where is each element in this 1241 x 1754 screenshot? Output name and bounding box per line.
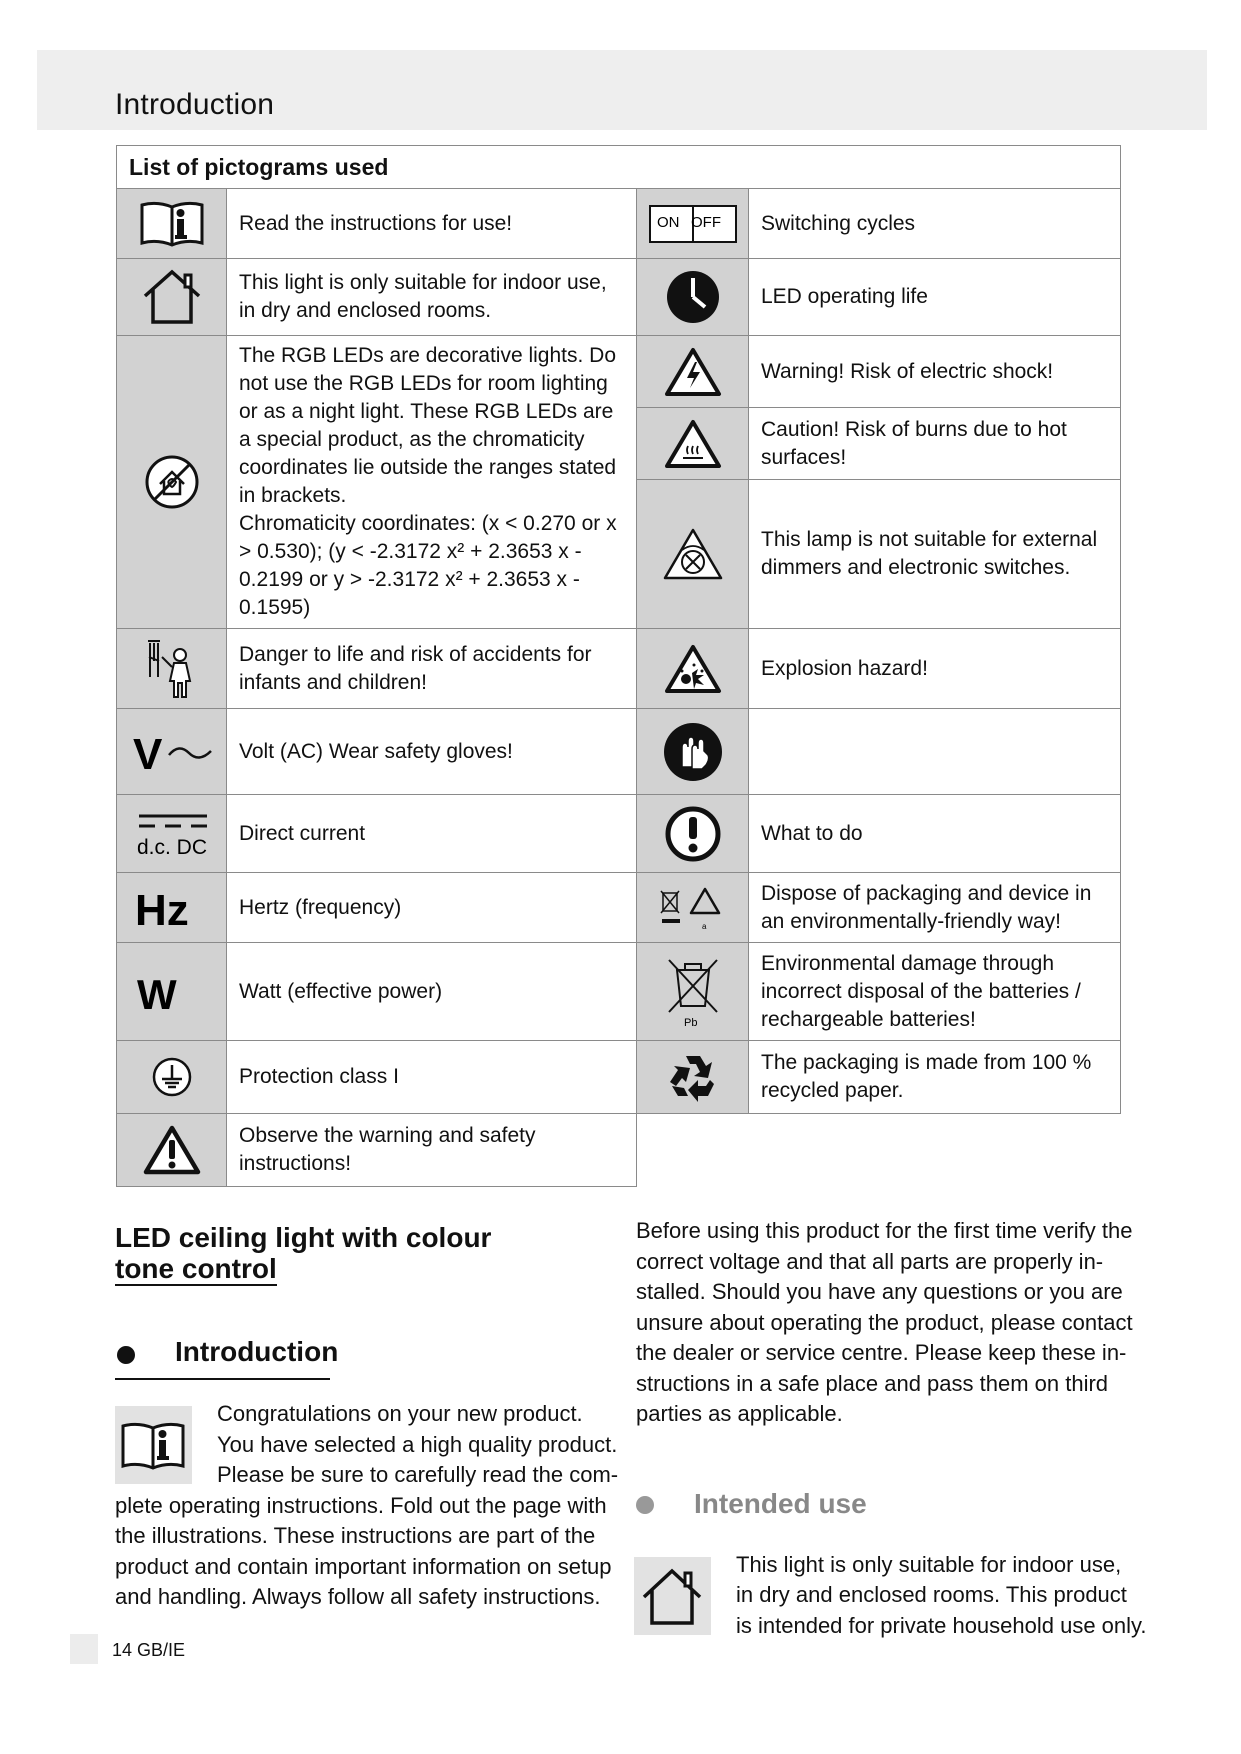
intro-line: Please be sure to carefully read the com- <box>217 1462 619 1487</box>
pictogram-description: Danger to life and risk of accidents for infants and children! <box>227 629 637 709</box>
explosion-icon <box>637 629 749 709</box>
off-glyph: OFF <box>690 213 721 231</box>
book-info-icon <box>115 1406 192 1484</box>
house-icon <box>634 1557 711 1635</box>
pictogram-description <box>227 336 637 629</box>
safety-text-line: Before using this product for the first time verify the <box>636 1218 1133 1243</box>
volt-ac-icon <box>117 709 227 795</box>
intro-line: the illustrations. These instructions are part of the <box>115 1523 596 1548</box>
safety-text-line: parties as applicable. <box>636 1401 843 1426</box>
rgb-led-note: The RGB LEDs are decorative lights. Do not use the RGB LEDs for room lighting or as a night light. These RGB LEDs are a special product, as the chromaticity coordinates lie outside the ranges stated in brackets. <box>239 344 617 507</box>
intended-use-line: This light is only suitable for indoor use, <box>736 1552 1122 1577</box>
dc-glyph: d.c. DC <box>136 835 207 859</box>
safety-text-line: stalled. Should you have any questions or you are <box>636 1279 1123 1304</box>
pictogram-description: LED operating life <box>749 259 1121 336</box>
on-off-icon <box>637 189 749 259</box>
pictogram-description <box>749 709 1121 795</box>
pictogram-description: Explosion hazard! <box>749 629 1121 709</box>
svg-text:a: a <box>701 921 706 931</box>
intro-line: and handling. Always follow all safety instructions. <box>115 1584 601 1609</box>
intro-line: Congratulations on your new product. <box>217 1401 583 1426</box>
page-footer <box>112 1640 185 1661</box>
safety-text-line: structions in a safe place and pass them on third <box>636 1371 1109 1396</box>
intro-line: You have selected a high quality product. <box>217 1432 618 1457</box>
electric-shock-icon <box>637 336 749 408</box>
introduction-heading: Introduction <box>175 1336 339 1367</box>
watt-glyph: W <box>136 970 177 1017</box>
page-title: Introduction <box>115 88 275 121</box>
page-number: 14 <box>112 1640 133 1660</box>
intro-line: product and contain important information on setup <box>115 1554 612 1579</box>
hertz-glyph: Hz <box>134 885 189 933</box>
protection-class-icon <box>117 1041 227 1114</box>
safety-text-line: correct voltage and that all parts are properly in- <box>636 1249 1104 1274</box>
intended-use-line: is intended for private household use only. <box>736 1613 1147 1638</box>
pictogram-description: What to do <box>749 795 1121 873</box>
pictogram-description: Dispose of packaging and device in an environmentally-friendly way! <box>749 873 1121 943</box>
pictogram-description: Caution! Risk of burns due to hot surfaces! <box>749 408 1121 480</box>
disposal-icon <box>637 873 749 943</box>
watt-icon <box>117 943 227 1041</box>
pictogram-description: Observe the warning and safety instructions! <box>227 1114 637 1187</box>
on-glyph: ON <box>656 213 679 231</box>
safety-text-line: the dealer or service centre. Please keep these in- <box>636 1340 1127 1365</box>
chromaticity-coordinates: Chromaticity coordinates: (x < 0.270 or x > 0.530); (y < -2.3172 x² + 2.3653 x - 0.2199 or y > -2.3172 x² + 2.3653 x - 0.1595) <box>239 512 617 619</box>
pictogram-description: Volt (AC) Wear safety gloves! <box>227 709 637 795</box>
exclamation-circle-icon <box>637 795 749 873</box>
section-bullet-icon <box>636 1496 654 1514</box>
clock-icon <box>637 259 749 336</box>
no-dimmer-icon <box>637 480 749 629</box>
pictogram-description: This lamp is not suitable for external dimmers and electronic switches. <box>749 480 1121 629</box>
pictogram-description: Protection class I <box>227 1041 637 1114</box>
product-title: LED ceiling light with colour tone control <box>115 1222 492 1284</box>
hot-surface-icon <box>637 408 749 480</box>
child-danger-icon <box>117 629 227 709</box>
pictogram-description: The packaging is made from 100 % recycled paper. <box>749 1041 1121 1114</box>
pictogram-description: Direct current <box>227 795 637 873</box>
battery-disposal-icon <box>637 943 749 1041</box>
house-icon <box>117 259 227 336</box>
footer-marker <box>70 1634 98 1664</box>
volt-glyph: V <box>132 729 162 777</box>
gloves-icon <box>637 709 749 795</box>
pictogram-table <box>116 145 1121 1187</box>
intended-use-heading: Intended use <box>694 1488 867 1519</box>
pictogram-description: Hertz (frequency) <box>227 873 637 943</box>
hertz-icon <box>117 873 227 943</box>
pictogram-description: Switching cycles <box>749 189 1121 259</box>
warning-triangle-icon <box>117 1114 227 1187</box>
pictogram-description: Read the instructions for use! <box>227 189 637 259</box>
product-title-line2: tone control <box>115 1253 277 1284</box>
direct-current-icon <box>117 795 227 873</box>
no-room-lighting-icon <box>117 336 227 629</box>
pictogram-description: Environmental damage through incorrect disposal of the batteries / rechargeable batteries! <box>749 943 1121 1041</box>
pictogram-description: Watt (effective power) <box>227 943 637 1041</box>
intro-line: plete operating instructions. Fold out the page with <box>115 1493 607 1518</box>
book-info-icon <box>117 189 227 259</box>
pictogram-description: This light is only suitable for indoor use, in dry and enclosed rooms. <box>227 259 637 336</box>
pictogram-table-title: List of pictograms used <box>117 146 1121 189</box>
recycle-icon <box>637 1041 749 1114</box>
intended-use-line: in dry and enclosed rooms. This product <box>736 1582 1127 1607</box>
safety-text-line: unsure about operating the product, please contact <box>636 1310 1133 1335</box>
language-code: GB/IE <box>137 1640 186 1660</box>
pictogram-description: Warning! Risk of electric shock! <box>749 336 1121 408</box>
pb-glyph: Pb <box>683 1016 697 1029</box>
section-bullet-icon <box>117 1346 135 1364</box>
